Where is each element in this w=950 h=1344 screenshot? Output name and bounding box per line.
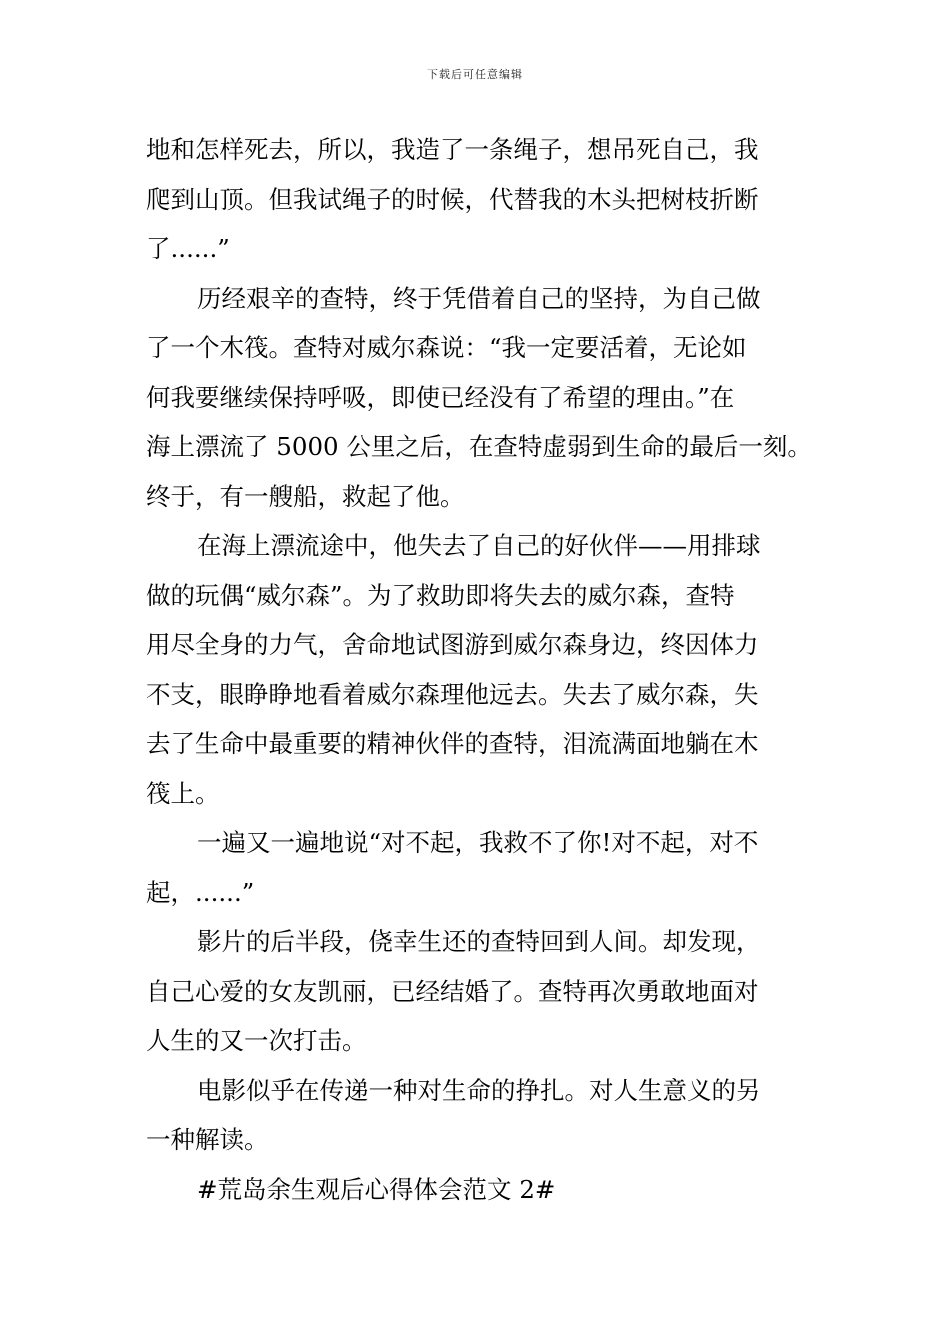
- text-line: 自己心爱的女友凯丽，已经结婚了。查特再次勇敢地面对: [146, 976, 759, 1006]
- text-line: 去了生命中最重要的精神伙伴的查特，泪流满面地躺在木: [146, 729, 759, 758]
- text-line: 筏上。: [146, 778, 220, 808]
- text-line: 用尽全身的力气，舍命地试图游到威尔森身边，终因体力: [146, 630, 759, 659]
- text-line: 爬到山顶。但我试绳子的时候，代替我的木头把树枝折断: [146, 184, 759, 214]
- text-line: 海上漂流了 5000 公里之后，在查特虚弱到生命的最后一刻。: [146, 432, 812, 461]
- text-line: 终于，有一艘船，救起了他。: [146, 481, 465, 511]
- text-line: 人生的又一次打击。: [146, 1026, 367, 1055]
- paragraph-start-line: 历经艰辛的查特，终于凭借着自己的坚持，为自己做: [197, 283, 761, 313]
- paragraph-start-line: 在海上漂流途中，他失去了自己的好伙伴——用排球: [197, 531, 761, 560]
- document-body: [146, 125, 826, 1214]
- paragraph-start-line: 电影似乎在传递一种对生命的挣扎。对人生意义的另: [197, 1075, 761, 1105]
- paragraph-start-line: 一遍又一遍地说“对不起，我救不了你!对不起，对不: [197, 828, 759, 857]
- text-line: 不支，眼睁睁地看着威尔森理他远去。失去了威尔森，失: [146, 679, 759, 709]
- text-line: 何我要继续保持呼吸，即使已经没有了希望的理由。”在: [146, 382, 735, 412]
- text-line: 一种解读。: [146, 1125, 269, 1154]
- text-line: 起，......”: [146, 877, 255, 907]
- text-line: 地和怎样死去，所以，我造了一条绳子，想吊死自己，我: [146, 135, 759, 164]
- paragraph-start-line: 影片的后半段，侥幸生还的查特回到人间。却发现，: [197, 927, 761, 956]
- text-line: 做的玩偶“威尔森”。为了救助即将失去的威尔森，查特: [146, 580, 735, 610]
- section-heading: #荒岛余生观后心得体会范文 2#: [197, 1174, 556, 1204]
- text-line: 了一个木筏。查特对威尔森说：“我一定要活着，无论如: [146, 333, 747, 362]
- text-line: 了......”: [146, 234, 230, 263]
- page-header: 下载后可任意编辑: [427, 68, 523, 81]
